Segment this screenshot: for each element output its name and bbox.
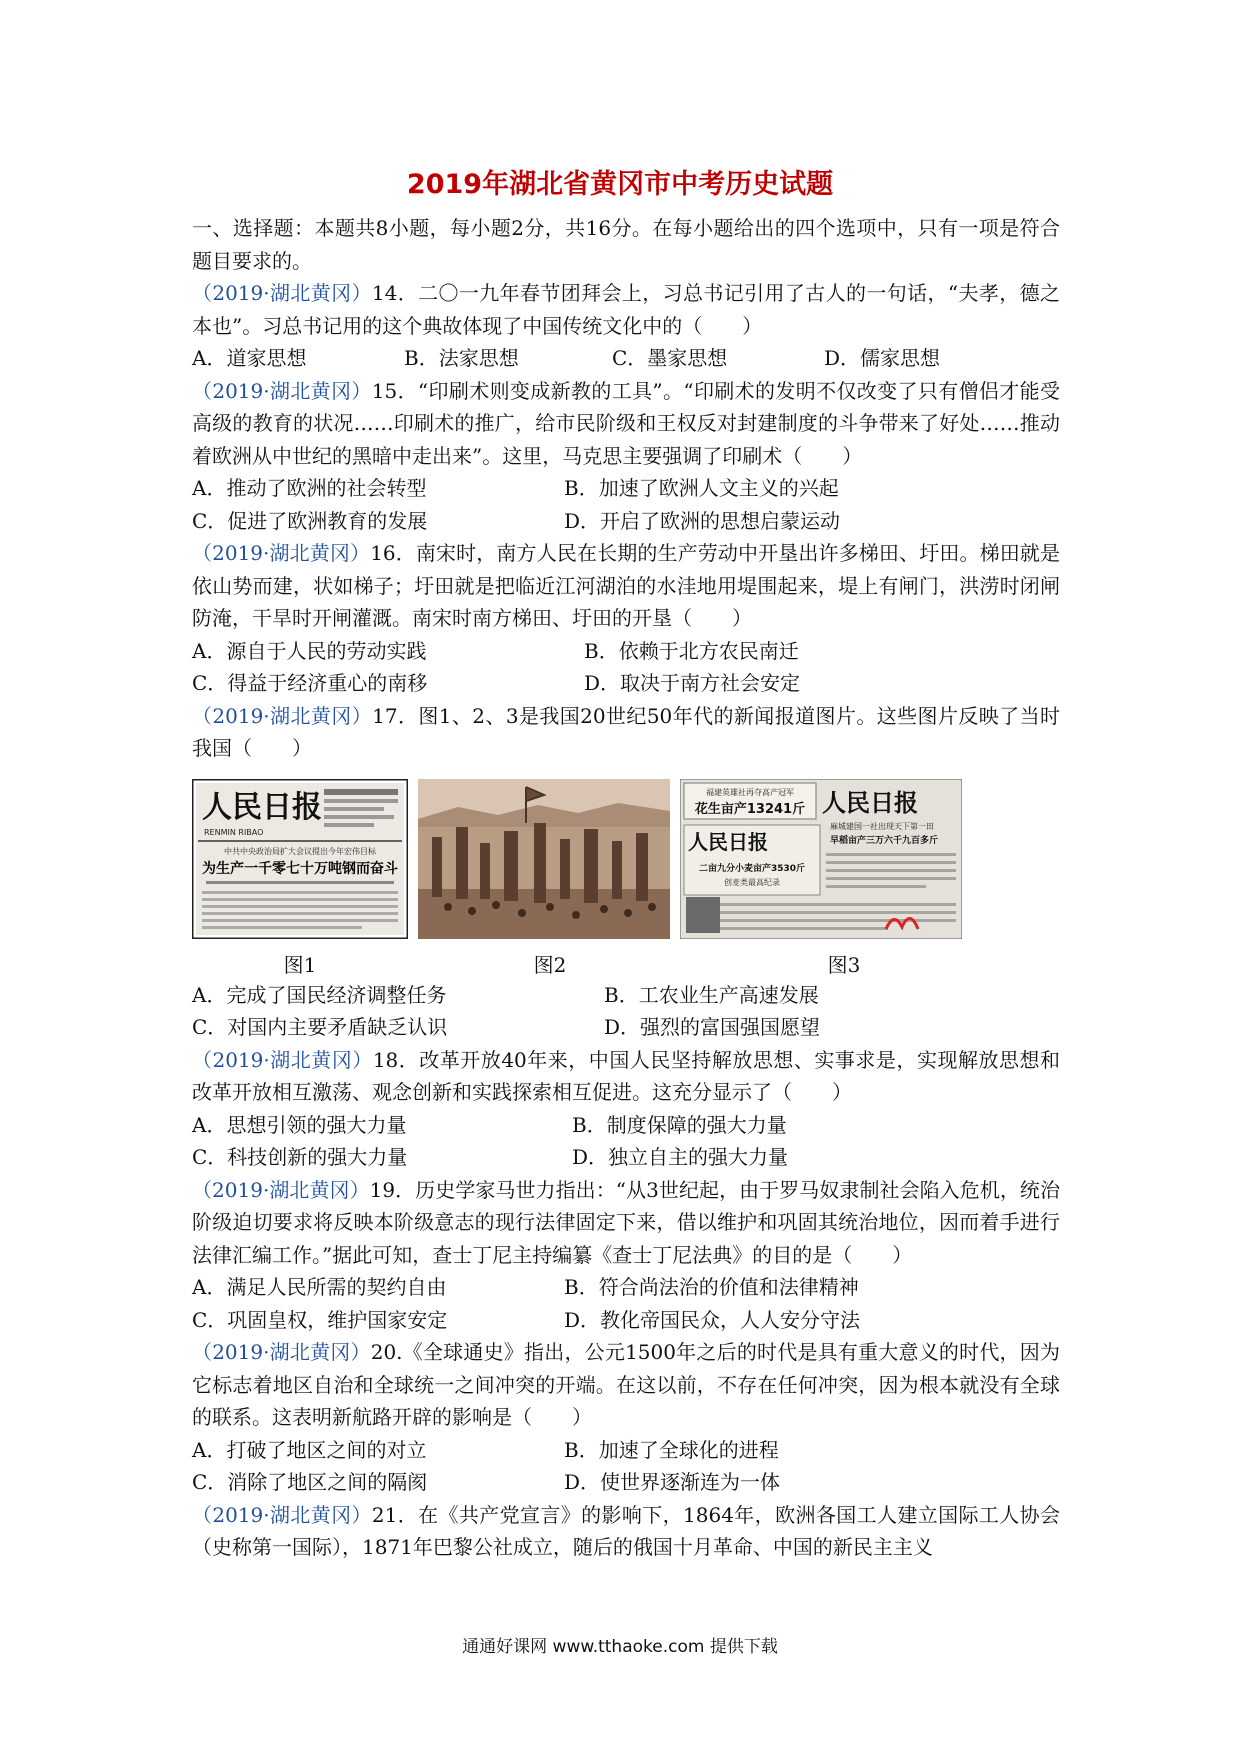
fig3-top-line: 福建英雄社再夺高产冠军: [706, 787, 794, 797]
options-row: [192, 1434, 1060, 1467]
fig3-line3: 二亩九分小麦亩产3530斤: [698, 863, 806, 874]
fig1-subhead: 中共中央政治局扩大会议提出今年宏伟目标: [224, 846, 376, 856]
options-row: [192, 635, 1060, 668]
fig1-headline: 为生产一千零七十万吨钢而奋斗: [202, 860, 398, 877]
question-stem: 17．图1、2、3是我国20世纪50年代的新闻报道图片。这些图片反映了当时我国（ ）: [192, 703, 1060, 760]
figure-3: [680, 779, 962, 977]
fig1-masthead: 人民日报: [202, 789, 322, 825]
question-source: （2019·湖北黄冈）: [192, 541, 371, 565]
option-a: A．推动了欧洲的社会转型: [192, 476, 427, 500]
question-15: [192, 375, 1060, 473]
options-row: [192, 667, 1060, 700]
question-source: （2019·湖北黄冈）: [192, 1177, 370, 1202]
option-d: D．独立自主的强大力量: [572, 1145, 789, 1169]
option-d: D．儒家思想: [824, 346, 941, 370]
figure-3-image: [680, 779, 962, 939]
figure-1-image: [192, 779, 408, 939]
exam-content: [192, 212, 1060, 1564]
figure-1: [192, 779, 408, 977]
option-d: D．取决于南方社会安定: [584, 671, 801, 695]
option-c: C．消除了地区之间的隔阂: [192, 1470, 428, 1494]
option-b: B．法家思想: [404, 346, 519, 370]
question-stem: 16．南宋时，南方人民在长期的生产劳动中开垦出许多梯田、圩田。梯田就是依山势而建，状如梯子；圩田就是把临近江河湖泊的水洼地用堤围起来，堤上有闸门，洪涝时闭闸防淹，干旱时开闸灌溉。南宋时南方梯田、圩田的开垦（ ）: [192, 541, 1060, 630]
option-d: D．教化帝国民众，人人安分守法: [564, 1307, 861, 1332]
options-row: [192, 1141, 1060, 1174]
option-c: C．促进了欧洲教育的发展: [192, 508, 428, 533]
options-row: [192, 1109, 1060, 1142]
options-row: [192, 979, 1060, 1012]
options-row: [192, 1271, 1060, 1304]
figure-2: [418, 779, 670, 977]
options-row: [192, 505, 1060, 538]
option-b: B．依赖于北方农民南迁: [584, 638, 799, 663]
fig3-line1: 麻城建国一社出现天下第一田: [830, 821, 934, 831]
options-row: [192, 1011, 1060, 1044]
question-source: （2019·湖北黄冈）: [192, 378, 372, 403]
question-14: [192, 277, 1060, 342]
question-16: [192, 537, 1060, 635]
question-stem: 18．改革开放40年来，中国人民坚持解放思想、实事求是，实现解放思想和改革开放相互激荡、观念创新和实践探索相互促进。这充分显示了（ ）: [192, 1047, 1060, 1104]
option-b: B．制度保障的强大力量: [572, 1112, 787, 1137]
option-c: C．得益于经济重心的南移: [192, 671, 428, 695]
question-17: [192, 700, 1060, 765]
option-d: D．强烈的富国强国愿望: [604, 1015, 821, 1039]
fig1-latin: RENMIN RIBAO: [204, 827, 264, 837]
option-b: B．加速了全球化的进程: [564, 1437, 779, 1462]
question-stem: 15．“印刷术则变成新教的工具”。“印刷术的发明不仅改变了只有僧侣才能受高级的教育的状况……印刷术的推广，给市民阶级和王权反对封建制度的斗争带来了好处……推动着欧洲从中世纪的黑暗中走出来”。这里，马克思主要强调了印刷术（ ）: [192, 378, 1061, 468]
fig3-line4: 创麦类最高纪录: [724, 877, 780, 887]
question-source: （2019·湖北黄冈）: [192, 1502, 372, 1527]
fig3-masthead: 人民日报: [822, 787, 918, 817]
option-c: C．巩固皇权，维护国家安定: [192, 1307, 448, 1332]
question-stem: 14．二〇一九年春节团拜会上，习总书记引用了古人的一句话，“夫孝，德之本也”。习总书记用的这个典故体现了中国传统文化中的（ ）: [192, 281, 1060, 338]
question-19: [192, 1174, 1060, 1272]
option-c: C．墨家思想: [612, 346, 728, 370]
question-source: （2019·湖北黄冈）: [192, 1047, 373, 1072]
page-footer: 通通好课网 www.tthaoke.com 提供下载: [462, 1637, 778, 1657]
option-c: C．科技创新的强大力量: [192, 1145, 408, 1169]
options-row: [192, 1304, 1060, 1337]
option-b: B．符合尚法治的价值和法律精神: [564, 1275, 859, 1299]
option-a: A．思想引领的强大力量: [192, 1112, 407, 1137]
fig3-masthead-2: 人民日报: [688, 829, 768, 854]
section-instructions: 一、选择题：本题共8小题，每小题2分，共16分。在每小题给出的四个选项中，只有一项是符合题目要求的。: [192, 216, 1060, 273]
fig3-line2: 早稻亩产三万六千九百多斤: [830, 835, 939, 846]
option-a: A．满足人民所需的契约自由: [192, 1275, 447, 1299]
option-b: B．加速了欧洲人文主义的兴起: [564, 476, 839, 500]
options-row: [192, 472, 1060, 505]
option-d: D．开启了欧洲的思想启蒙运动: [564, 508, 841, 533]
option-a: A．源自于人民的劳动实践: [192, 638, 427, 663]
option-a: A．打破了地区之间的对立: [192, 1437, 427, 1462]
option-a: A．道家思想: [192, 346, 307, 370]
question-source: （2019·湖北黄冈）: [192, 1340, 371, 1364]
option-c: C．对国内主要矛盾缺乏认识: [192, 1015, 448, 1039]
question-21: [192, 1499, 1060, 1564]
question-18: [192, 1044, 1060, 1109]
question-stem: 21．在《共产党宣言》的影响下，1864年，欧洲各国工人建立国际工人协会（史称第一国际），1871年巴黎公社成立，随后的俄国十月革命、中国的新民主主义: [192, 1502, 1060, 1559]
figure-2-caption: 图2: [533, 952, 567, 977]
option-d: D．使世界逐渐连为一体: [564, 1470, 781, 1494]
option-b: B．工农业生产高速发展: [604, 982, 819, 1007]
options-row: [192, 1466, 1060, 1499]
figure-strip: [192, 779, 1060, 979]
option-a: A．完成了国民经济调整任务: [192, 982, 447, 1007]
figure-2-image: [418, 779, 670, 939]
figure-1-caption: 图1: [283, 952, 317, 977]
page-title: 2019年湖北省黄冈市中考历史试题: [406, 169, 834, 200]
question-source: （2019·湖北黄冈）: [192, 703, 373, 728]
figure-3-caption: 图3: [827, 952, 861, 977]
question-source: （2019·湖北黄冈）: [192, 281, 372, 305]
options-row: [192, 342, 1060, 375]
fig3-big-line: 花生亩产13241斤: [694, 801, 806, 817]
question-stem: 20.《全球通史》指出，公元1500年之后的时代是具有重大意义的时代，因为它标志着地区自治和全球统一之间冲突的开端。在这以前，不存在任何冲突，因为根本就没有全球的联系。这表明新航路开辟的影响是（ ）: [192, 1340, 1060, 1429]
question-20: [192, 1336, 1060, 1434]
question-stem: 19．历史学家马世力指出：“从3世纪起，由于罗马奴隶制社会陷入危机，统治阶级迫切要求将反映本阶级意志的现行法律固定下来，借以维护和巩固其统治地位，因而着手进行法律汇编工作。”据此可知，查士丁尼主持编纂《查士丁尼法典》的目的是（ ）: [192, 1177, 1060, 1267]
